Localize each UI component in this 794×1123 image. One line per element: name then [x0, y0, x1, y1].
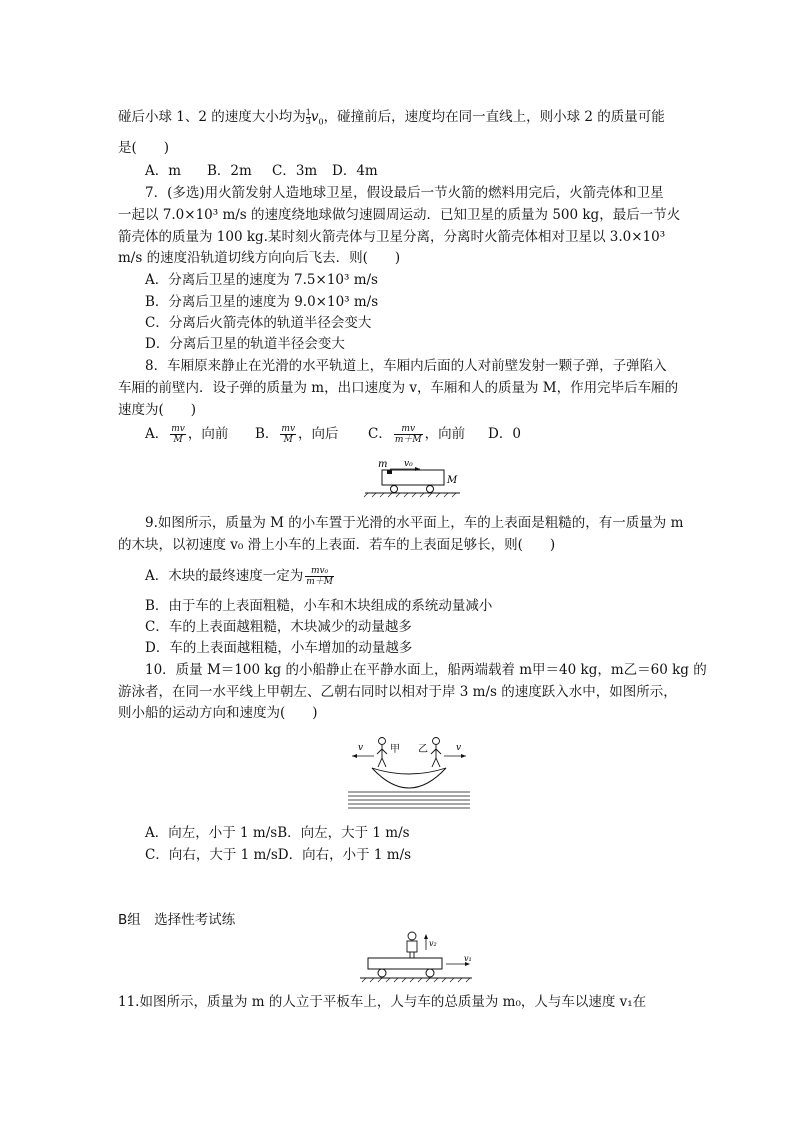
fig-v1-label: v₁	[464, 954, 472, 963]
q7-option-a: A．分离后卫星的速度为 7.5×10³ m/s	[145, 272, 378, 288]
q6-option-d: D．4m	[332, 163, 378, 179]
q10-options-row2: C．向右，大于 1 m/sD．向右，小于 1 m/s	[145, 847, 412, 863]
cart-wheel-left	[378, 969, 386, 977]
q6-options	[145, 162, 378, 180]
carriage-figure	[360, 455, 470, 500]
q7-line4: m/s 的速度沿轨道切线方向向后飞去．则( )	[118, 250, 401, 266]
q9-option-a: A．木块的最终速度一定为 $\frac{\text{mv₀}}{m+M}$	[145, 566, 333, 587]
q10-line1: 10．质量 M＝100 kg 的小船静止在平静水面上，船两端载着 m甲＝40 kg，m乙＝60 kg 的	[145, 662, 707, 678]
q8-line3: 速度为( )	[118, 402, 197, 418]
fig-v-left: v	[358, 743, 364, 753]
q7-line1: 7．(多选)用火箭发射人造地球卫星，假设最后一节火箭的燃料用完后，火箭壳体和卫星	[145, 185, 664, 201]
cart-platform	[368, 958, 442, 969]
q11-line1: 11.如图所示，质量为 m 的人立于平板车上，人与车的总质量为 m₀，人与车以速度 v₁在	[118, 994, 647, 1010]
q9-option-c: C．车的上表面越粗糙，木块减少的动量越多	[145, 619, 412, 635]
q9-option-b: B．由于车的上表面粗糙，小车和木块组成的系统动量减小	[145, 598, 493, 614]
bullet	[387, 470, 392, 474]
fig-v0-label: v₀	[404, 459, 413, 469]
q8-option-c: C． $\frac{mv}{m+M}$ ，向前	[368, 424, 466, 445]
q8-option-b: B． $\frac{mv}{M}$ ，向后	[255, 424, 339, 445]
fig-m-label: m	[378, 459, 388, 470]
q7-option-d: D．分离后卫星的轨道半径会变大	[145, 336, 345, 352]
q10-options-row1: A．向左，小于 1 m/sB．向左，大于 1 m/s	[145, 825, 410, 841]
q10-line3: 则小船的运动方向和速度为( )	[118, 705, 318, 721]
wheel-left	[391, 486, 398, 493]
q9-option-d: D．车的上表面越粗糙，小车增加的动量越多	[145, 640, 413, 656]
section-b-heading: B组 选择性考试练	[118, 912, 236, 928]
track-hatch	[364, 493, 456, 497]
ground-hatch	[362, 978, 470, 982]
q9-line2: 的木块，以初速度 v₀ 滑上小车的上表面．若车的上表面足够长，则( )	[118, 537, 556, 553]
q7-option-b: B．分离后卫星的速度为 9.0×10³ m/s	[145, 294, 379, 310]
boat-figure	[344, 730, 474, 812]
q8-line1: 8．车厢原来静止在光滑的水平轨道上，车厢内后面的人对前壁发射一颗子弹，子弹陷入	[145, 358, 667, 374]
q7-line3: 箭壳体的质量为 100 kg.某时刻火箭壳体与卫星分离，分离时火箭壳体相对卫星以 3.0×10³	[118, 229, 666, 245]
person-head	[408, 932, 416, 940]
left-arrowhead	[352, 754, 357, 758]
q8-options	[145, 424, 521, 445]
person-body	[407, 941, 417, 952]
q6-option-c: C．3m	[272, 163, 318, 179]
q8-option-a: A． $\frac{mv}{M}$ ，向前	[145, 424, 229, 445]
wheel-right	[427, 486, 434, 493]
person-jia-head	[379, 738, 386, 745]
fig-v-right: v	[456, 743, 462, 753]
right-arrowhead	[461, 754, 466, 758]
q7-option-c: C．分离后火箭壳体的轨道半径会变大	[145, 315, 372, 331]
fig-jia-label: 甲	[390, 744, 400, 755]
cart-figure	[360, 928, 478, 984]
water-lines	[348, 792, 470, 808]
q6-line1: 碰后小球 1、2 的速度大小均为 $\frac{1}{3}v_0$，碰撞前后，速度均在同一直线上，则小球 2 的质量可能	[118, 108, 665, 127]
q6-line2: 是( )	[118, 140, 170, 156]
fig-v2-label: v₂	[429, 939, 437, 948]
boat-deck	[372, 768, 446, 774]
q10-line2: 游泳者，在同一水平线上甲朝左、乙朝右同时以相对于岸 3 m/s 的速度跃入水中，如图所示，	[118, 684, 677, 700]
person-yi-head	[433, 738, 440, 745]
q6-option-a: A．m	[145, 163, 182, 179]
q8-line2: 车厢的前壁内．设子弹的质量为 m，出口速度为 v，车厢和人的质量为 M，作用完毕后车厢的	[118, 380, 679, 396]
v2-arrowhead	[424, 934, 428, 939]
q6-option-b: B．2m	[207, 163, 252, 179]
q8-option-d: D．0	[488, 426, 521, 442]
q7-line2: 一起以 7.0×10³ m/s 的速度绕地球做匀速圆周运动．已知卫星的质量为 500 kg，最后一节火	[118, 207, 681, 223]
q9-line1: 9.如图所示，质量为 M 的小车置于光滑的水平面上，车的上表面是粗糙的，有一质量为 m	[145, 515, 684, 531]
fig-yi-label: 乙	[418, 744, 428, 755]
fraction-one-third: $\frac{1}{3}$	[305, 108, 311, 126]
cart-wheel-right	[426, 969, 434, 977]
fig-M-label: M	[447, 475, 458, 486]
